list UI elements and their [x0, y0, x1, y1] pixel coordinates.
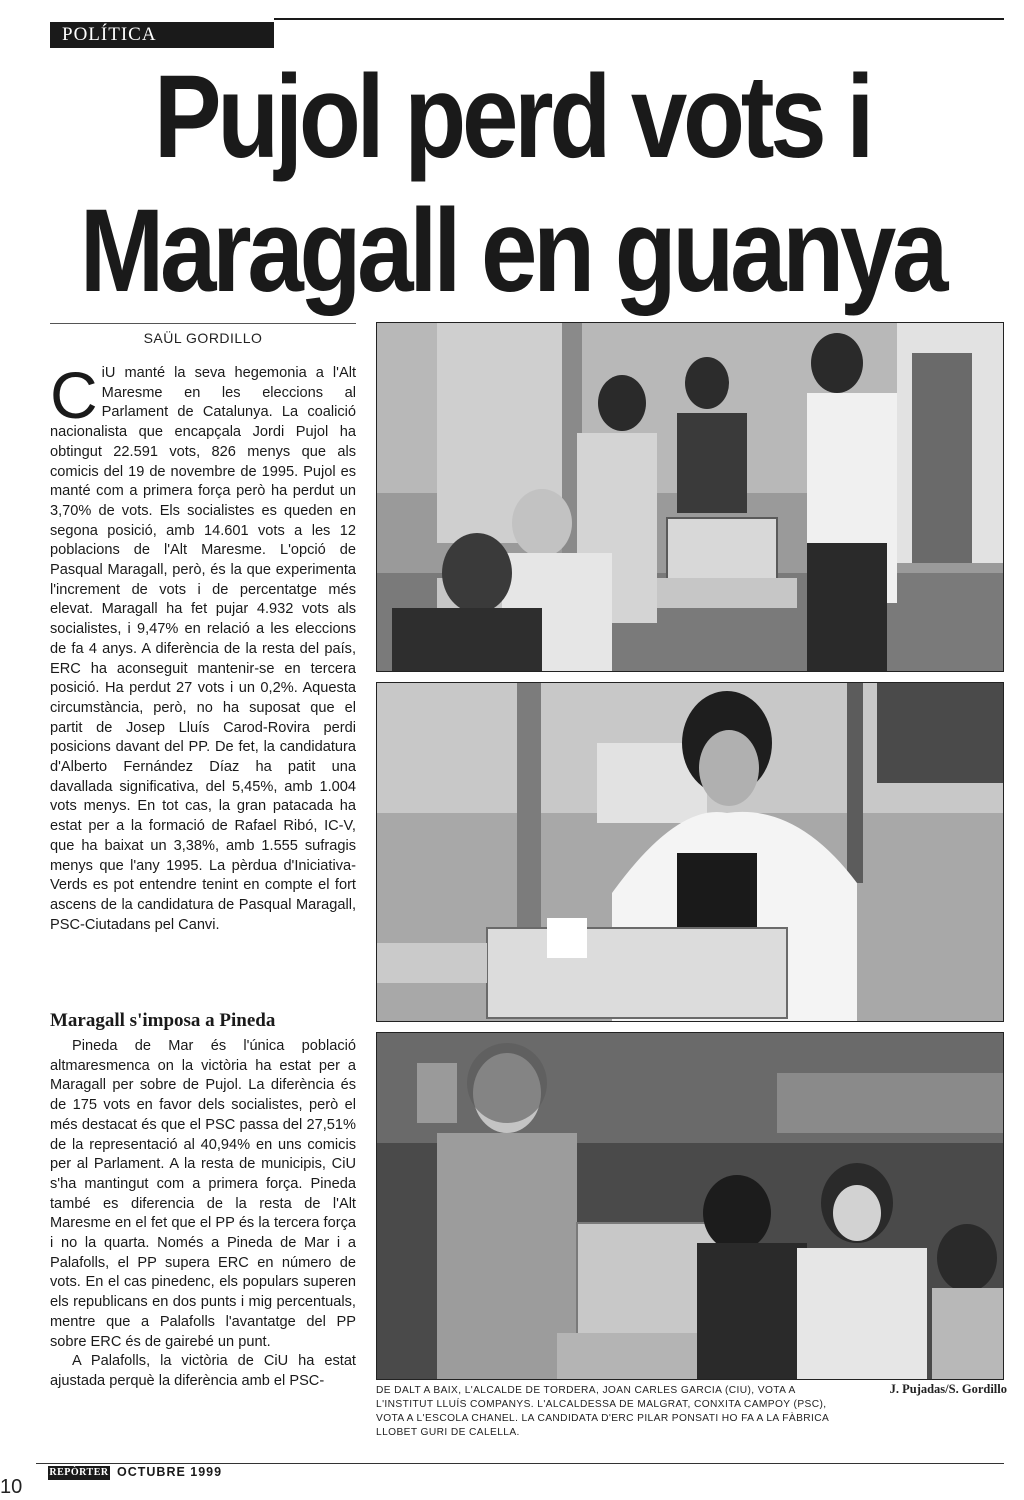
article-paragraph-text: iU manté la seva hegemonia a l'Alt Maresme en les eleccions al Parlament de Catalunya. La coalició nacionalista que encapçala Jordi Pujol ha obtingut 22.591 vots, 826 menys que als comicis del 19 de novembre de 1995. Pujol es manté com a primera força però ha perdut un 3,70% de vots. Els socialistes es queden en segona posició, amb 14.601 vots a les 12 poblacions de l'Alt Maresme. L'opció de Pasqual Maragall, però, és la que experimenta l'increment de vots i de percentatge més elevat. Maragall ha fet pujar 4.932 vots als socialistes, i 9,47% en relació a les eleccions de fa 4 anys. A diferència de la resta del país, ERC ha aconseguit mantenir-se en tercera posició. Ha perdut 27 vots i un 0,2%. Aquesta circumstància, però, no ha suposat que el partit de Josep Lluís Carod-Rovira perdi posicions davant del PP. De fet, la candidatura d'Alberto Fernández Díaz ha patit una davallada significativa, del 5,45%, amb 1.004 vots menys. En tot cas, la gran patacada ha estat per a la formació de Rafael Ribó, IC-V, que ha baixat un 3,38%, amb 1.555 sufragis menys que l'any 1995. La pèrdua d'Iniciativa-Verds es pot entendre tenint en compte el fort ascens de la candidatura de Pasqual Maragall, PSC-Ciutadans pel Canvi. — [50, 365, 356, 933]
page-number: 10 — [0, 1476, 23, 1498]
drop-cap: C — [50, 358, 98, 432]
photo-1-image — [377, 323, 1004, 672]
section-label: POLÍTICA — [62, 24, 157, 45]
top-rule — [274, 18, 1004, 20]
photo-credit: J. Pujadas/S. Gordillo — [889, 1382, 1007, 1396]
footer-rule — [36, 1463, 1004, 1464]
photo-malgrat-mayor-voting — [376, 682, 1004, 1022]
byline: SAÜL GORDILLO — [143, 330, 263, 346]
article-paragraph — [50, 358, 356, 935]
article-body-continued — [50, 1037, 356, 1392]
photo-2-image — [377, 683, 1004, 1022]
headline-line-1: Pujol perd vots i — [153, 51, 871, 183]
photo-tordera-mayor-voting — [376, 322, 1004, 672]
byline-rule — [50, 323, 356, 324]
photo-erc-candidate-voting — [376, 1032, 1004, 1380]
article-paragraph: A Palafolls, la victòria de CiU ha estat ajustada perquè la diferència amb el PSC- — [50, 1353, 356, 1389]
headline-line-2: Maragall en guanya — [79, 185, 945, 317]
issue-date: OCTUBRE 1999 — [117, 1465, 223, 1479]
section-label-bar — [50, 22, 274, 48]
subhead: Maragall s'imposa a Pineda — [50, 1010, 276, 1031]
article-paragraph: Pineda de Mar és l'única població altmaresmenca on la victòria ha estat per a Maragall per sobre de Pujol. La diferència és de 175 vots en favor dels socialistes, però el més destacat és que el PSC passa del 27,51% de la representació al 40,94% en uns comicis per al Parlament. A la resta de municipis, CiU s'ha mantingut com a primera força. Pineda també es diferencia de la resta de l'Alt Maresme en el fet que el PP és la tercera força i no la quarta. Només a Pineda de Mar i a Palafolls, el PP supera ERC en número de vots. En el cas pinedenc, els populars superen els republicans en dos punts i mig percentuals, mentre que a Palafolls l'avantatge del PP sobre ERC és de gairebé un punt. — [50, 1038, 356, 1350]
photo-caption: DE DALT A BAIX, L'ALCALDE DE TORDERA, JOAN CARLES GARCIA (CIU), VOTA A L'INSTITUT LLUÍS COMPANYS. L'ALCALDESSA DE MALGRAT, CONXITA CAMPOY (PSC), VOTA A L'ESCOLA CHANEL. LA CANDIDATA D'ERC PILAR PONSATI HO FA A LA FÀBRICA LLOBET GURI DE CALELLA. — [376, 1385, 829, 1438]
article-body-intro — [50, 358, 356, 935]
headline — [72, 50, 953, 318]
photo-3-image — [377, 1033, 1004, 1380]
magazine-logo: REPÒRTER — [49, 1467, 109, 1478]
